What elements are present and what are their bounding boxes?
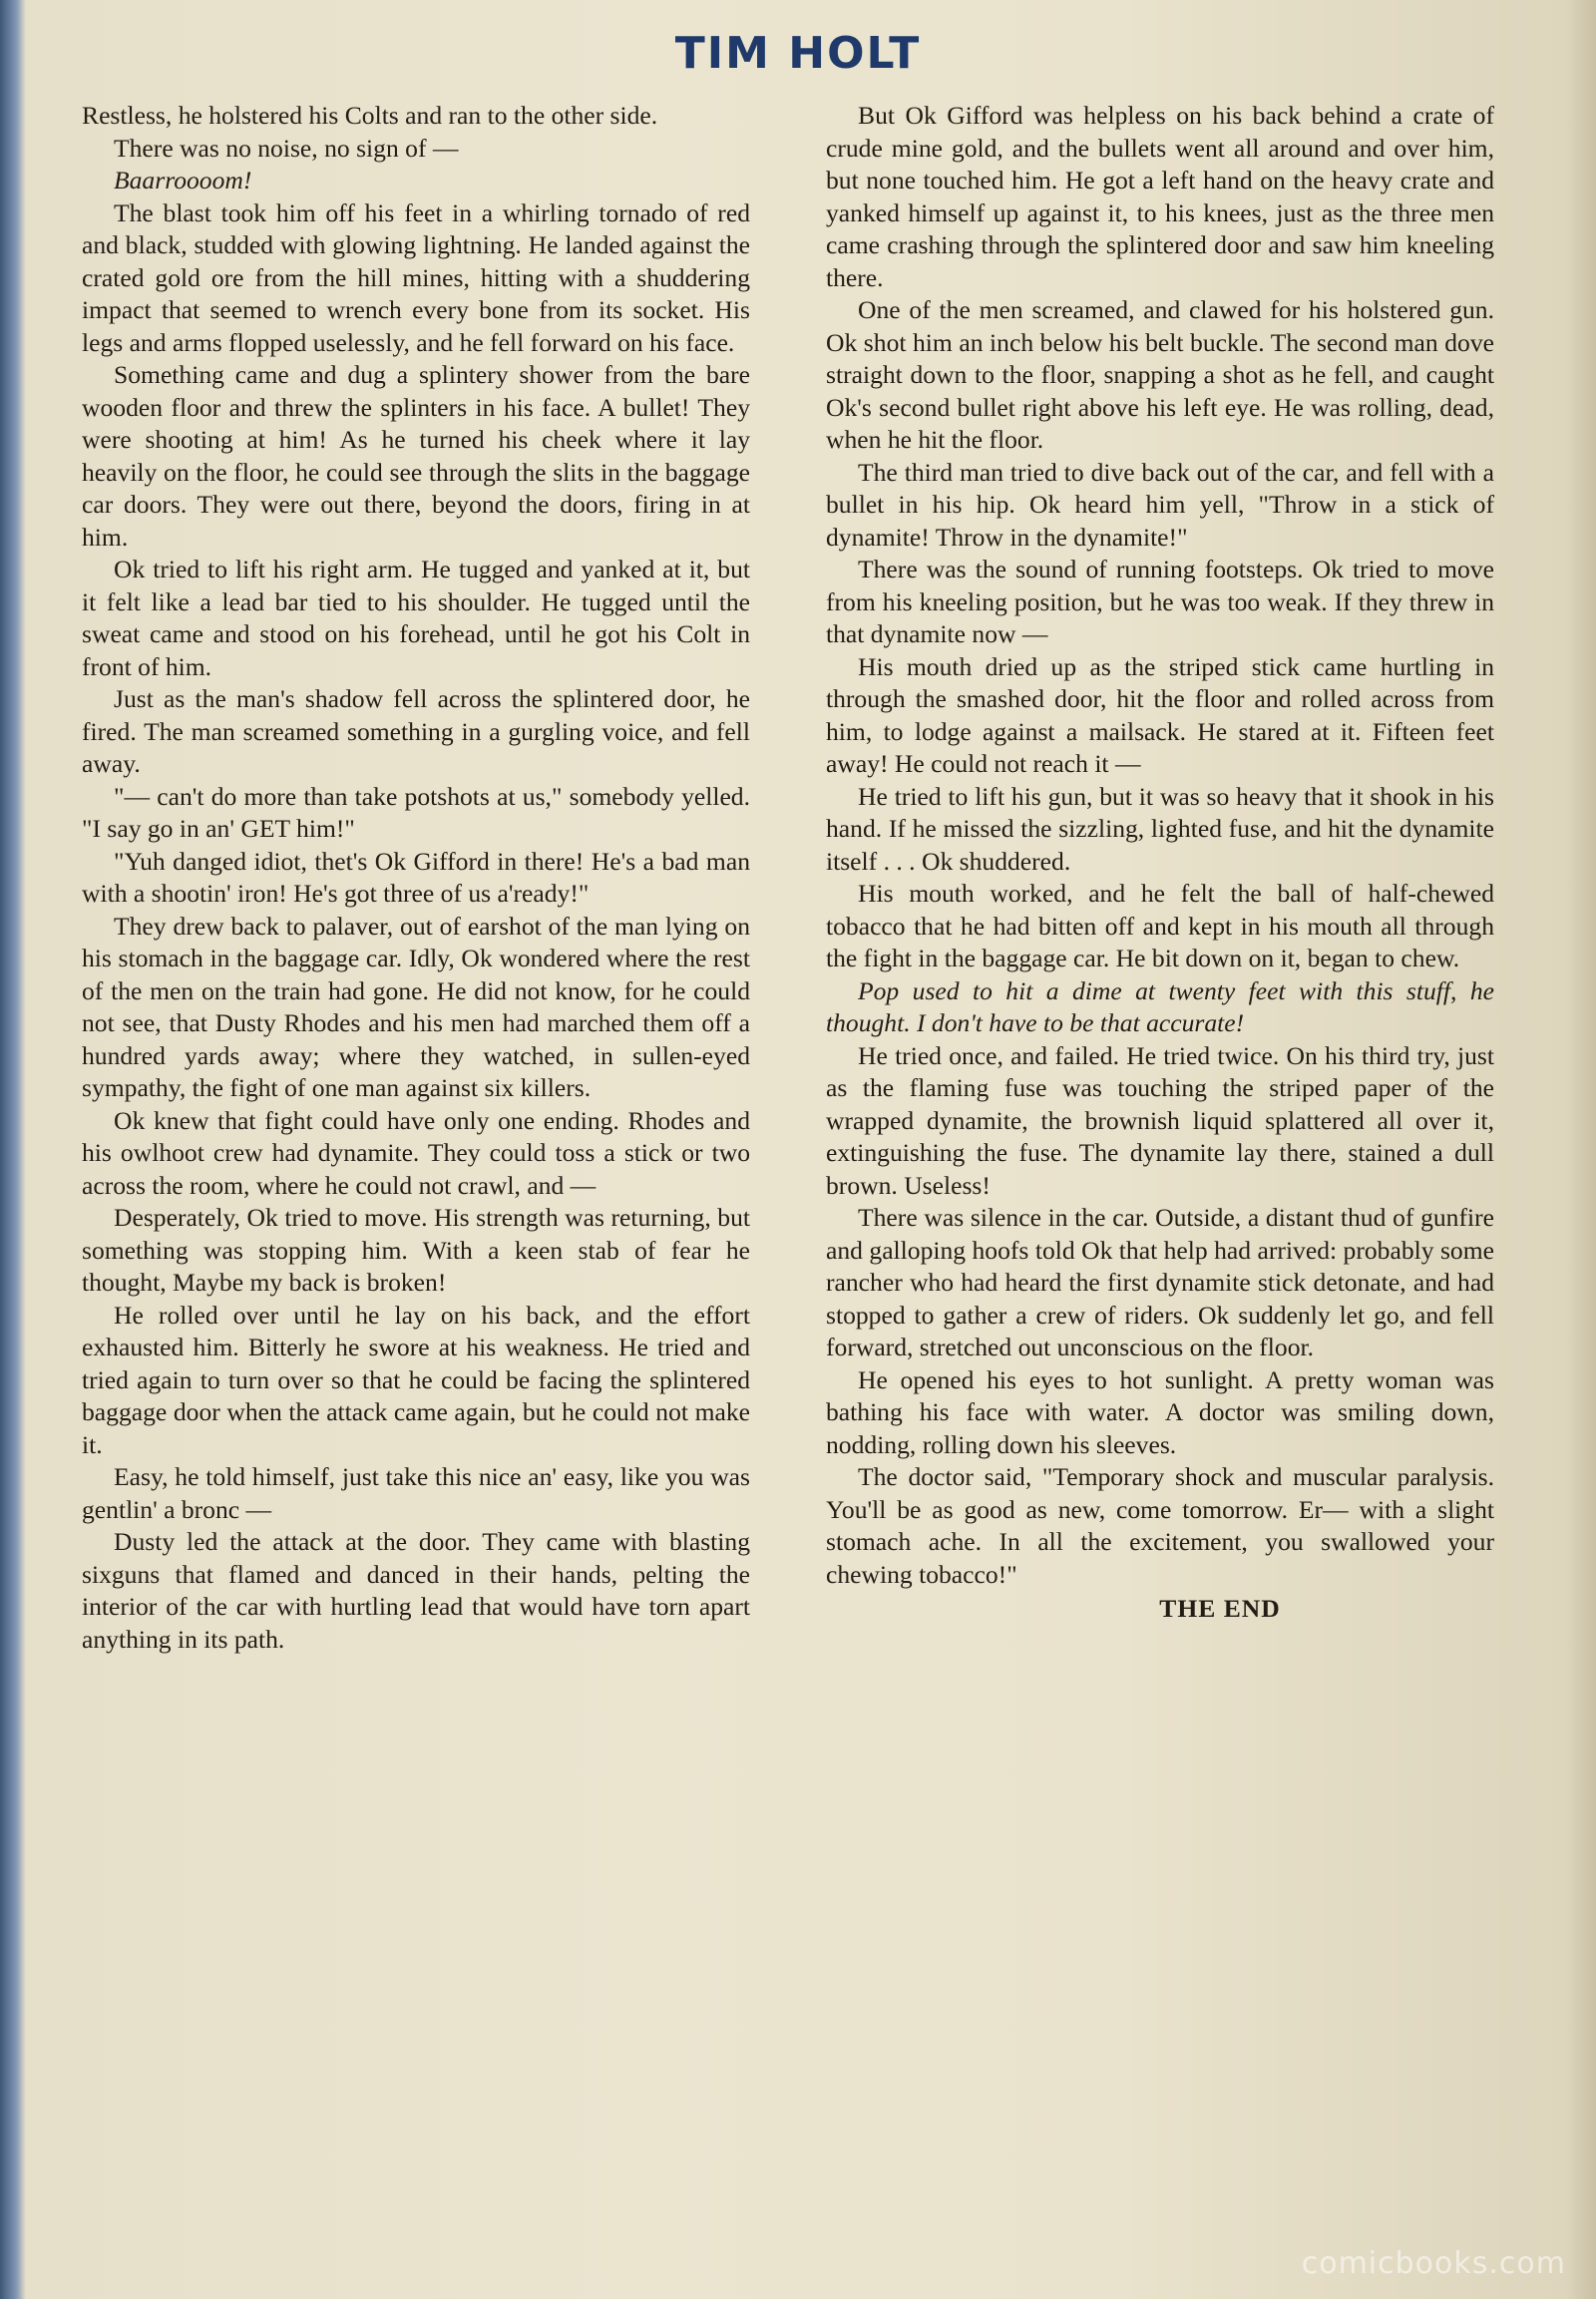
page-spine: [0, 0, 26, 2299]
paragraph: Ok tried to lift his right arm. He tugged and yanked at it, but it felt like a lead bar tied to his shoulder. He tugged until the sweat came and stood on his forehead, until he got his Colt in front of him.: [82, 555, 750, 681]
paragraph: He opened his eyes to hot sunlight. A pretty woman was bathing his face with water. A doctor was smiling down, nodding, rolling down his sleeves.: [826, 1364, 1494, 1459]
paragraph: "— can't do more than take potshots at us," somebody yelled. "I say go in an' GET him!": [82, 781, 750, 843]
paragraph: His mouth worked, and he felt the ball of half-chewed tobacco that he had bitten off and kept in his mouth all through the fight in the baggage car. He bit down on it, began to chew.: [826, 879, 1494, 972]
watermark: comicbooks.com: [1301, 2246, 1566, 2281]
paragraph: Desperately, Ok tried to move. His strength was returning, but something was stopping him. With a keen stab of fear he thought, Maybe my back is broken!: [82, 1203, 750, 1297]
page-title: TIM HOLT: [674, 28, 922, 79]
paragraph: He tried to lift his gun, but it was so heavy that it shook in his hand. If he missed the sizzling, lighted fuse, and hit the dynamite itself . . . Ok shuddered.: [826, 781, 1494, 876]
paragraph: He rolled over until he lay on his back, and the effort exhausted him. Bitterly he swore at his weakness. He tried and tried again to turn over so that he could be facing the splintered baggage door when the attack came again, but he could not make it.: [82, 1300, 750, 1459]
paragraph: Restless, he holstered his Colts and ran to the other side.: [82, 101, 658, 130]
paragraph: Ok knew that fight could have only one ending. Rhodes and his owlhoot crew had dynamite. They could toss a stick or two across the room, where he could not crawl, and —: [82, 1105, 750, 1200]
paragraph: But Ok Gifford was helpless on his back behind a crate of crude mine gold, and the bullets went all around and over him, but none touched him. He got a left hand on the heavy crate and yanked himself up against it, to his knees, just as the three men came crashing through the splintered door and saw him kneeling there.: [826, 101, 1494, 292]
paragraph: There was the sound of running footsteps. Ok tried to move from his kneeling position, but he was too weak. If they threw in that dynamite now —: [826, 555, 1494, 648]
paragraph: The doctor said, "Temporary shock and muscular paralysis. You'll be as good as new, come tomorrow. Er— with a slight stomach ache. In all the excitement, you swallowed your chewing tobacco!": [826, 1462, 1494, 1589]
paragraph: Baarroooom!: [114, 166, 252, 194]
paragraph: The third man tried to dive back out of the car, and fell with a bullet in his hip. Ok heard him yell, "Throw in a stick of dynamite! Throw in the dynamite!": [826, 457, 1494, 552]
paragraph: They drew back to palaver, out of earshot of the man lying on his stomach in the baggage car. Idly, Ok wondered where the rest of the men on the train had gone. He did not know, for he could not see, that Dusty Rhodes and his men had marched them off a hundred yards away; where they watched, in sullen-eyed sympathy, the fight of one man against six killers.: [82, 911, 750, 1102]
page-edge: [1566, 0, 1596, 2299]
paragraph: There was no noise, no sign of —: [114, 133, 459, 163]
paragraph: Easy, he told himself, just take this nice an' easy, like you was gentlin' a bronc —: [82, 1462, 750, 1524]
paragraph: There was silence in the car. Outside, a distant thud of gunfire and galloping hoofs told Ok that help had arrived: probably some rancher who had heard the first dynamite stick detonate, and had stopped to gather a crew of riders. Ok suddenly let go, and fell forward, stretched out unconscious on the floor.: [826, 1203, 1494, 1361]
paragraph: Just as the man's shadow fell across the splintered door, he fired. The man screamed something in a gurgling voice, and fell away.: [82, 684, 750, 778]
paragraph: He tried once, and failed. He tried twice. On his third try, just as the flaming fuse was touching the striped paper of the wrapped dynamite, the brownish liquid splattered all over it, extinguishing the fuse. The dynamite lay there, stained a dull brown. Useless!: [826, 1040, 1494, 1200]
paragraph: Pop used to hit a dime at twenty feet with this stuff, he thought. I don't have to be that accurate!: [826, 975, 1494, 1037]
paragraph: Something came and dug a splintery shower from the bare wooden floor and threw the splinters in his face. A bullet! They were shooting at him! As he turned his cheek where it lay heavily on the floor, he could see through the slits in the baggage car doors. They were out there, beyond the doors, firing in at him.: [82, 360, 750, 552]
paragraph: His mouth dried up as the striped stick came hurtling in through the smashed door, hit the floor and rolled across from him, to lodge against a mailsack. He stared at it. Fifteen feet away! He could not reach it —: [826, 651, 1494, 778]
paragraph: Dusty led the attack at the door. They came with blasting sixguns that flamed and danced in their hands, pelting the interior of the car with hurtling lead that would have torn apart anything in its path.: [82, 1527, 750, 1654]
left-column: [82, 100, 750, 1656]
right-column: [826, 100, 1494, 1626]
paragraph: One of the men screamed, and clawed for his holstered gun. Ok shot him an inch below his belt buckle. The second man dove straight down to the floor, snapping a shot as he fell, and caught Ok's second bullet right above his left eye. He was rolling, dead, when he hit the floor.: [826, 295, 1494, 454]
paragraph: The blast took him off his feet in a whirling tornado of red and black, studded with glowing lightning. He landed against the crated gold ore from the hill mines, hitting with a shuddering impact that seemed to wrench every bone from its socket. His legs and arms flopped uselessly, and he fell forward on his face.: [82, 197, 750, 357]
end-text: THE END: [1159, 1594, 1281, 1623]
paragraph: "Yuh danged idiot, thet's Ok Gifford in there! He's a bad man with a shootin' iron! He's got three of us a'ready!": [82, 846, 750, 908]
